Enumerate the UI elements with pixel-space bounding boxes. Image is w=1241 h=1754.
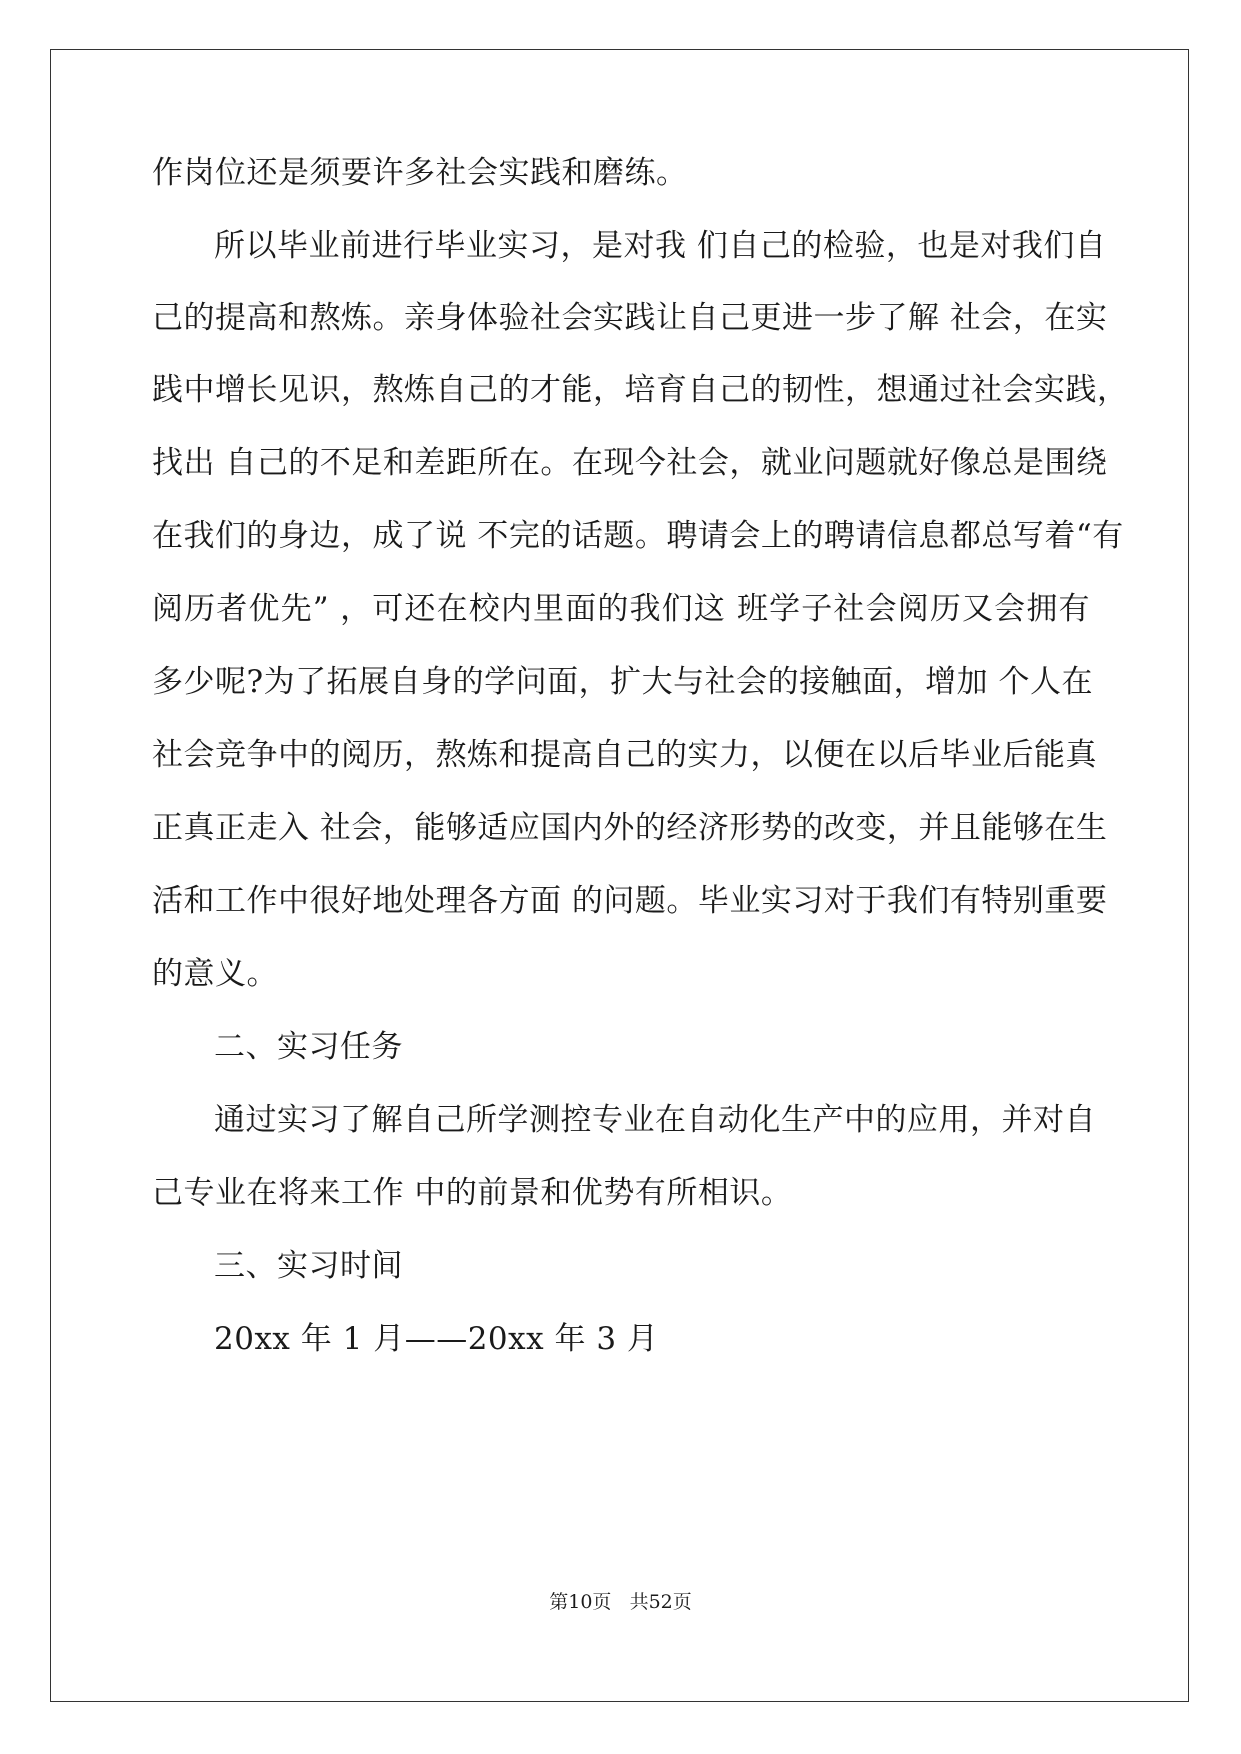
text-line: 阅历者优先” ，可还在校内里面的我们这 班学子社会阅历又会拥有 (152, 591, 1090, 627)
text-line: 多少呢?为了拓展自身的学问面，扩大与社会的接触面，增加 个人在 (152, 664, 1093, 700)
text-line: 的意义。 (152, 956, 278, 992)
text-line: 活和工作中很好地处理各方面 的问题。毕业实习对于我们有特别重要 (152, 883, 1108, 919)
text-line: 在我们的身边，成了说 不完的话题。聘请会上的聘请信息都总写着“有 (152, 518, 1124, 554)
text-line: 己专业在将来工作 中的前景和优势有所相识。 (152, 1175, 793, 1211)
page-number: 第10页 (549, 1591, 612, 1613)
page-footer (0, 1589, 1241, 1615)
section-heading: 二、实习任务 (214, 1029, 403, 1065)
text-line: 作岗位还是须要许多社会实践和磨练。 (152, 155, 688, 191)
text-line: 正真正走入 社会，能够适应国内外的经济形势的改变，并且能够在生 (152, 810, 1108, 846)
page-total: 共52页 (629, 1591, 692, 1613)
section-heading: 三、实习时间 (214, 1248, 403, 1284)
page-border (50, 49, 1189, 1702)
date-range-line: 20xx 年 1 月——20xx 年 3 月 (214, 1321, 659, 1357)
text-line: 社会竞争中的阅历，熬炼和提高自己的实力，以便在以后毕业后能真 (152, 737, 1097, 773)
text-line: 践中增长见识，熬炼自己的才能，培育自己的韧性，想通过社会实践， (152, 372, 1129, 408)
text-line: 己的提高和熬炼。亲身体验社会实践让自己更进一步了解 社会，在实 (152, 300, 1108, 336)
text-line: 找出 自己的不足和差距所在。在现今社会，就业问题就好像总是围绕 (152, 445, 1108, 481)
paragraph-first-line: 通过实习了解自己所学测控专业在自动化生产中的应用，并对自 (214, 1102, 1096, 1138)
paragraph-first-line: 所以毕业前进行毕业实习，是对我 们自己的检验，也是对我们自 (214, 228, 1107, 264)
